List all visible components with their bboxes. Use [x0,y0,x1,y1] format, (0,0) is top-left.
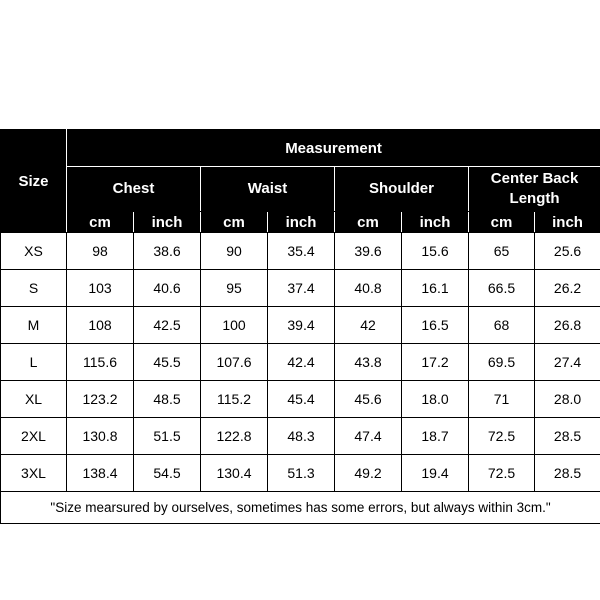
measurement-cell: 18.7 [402,418,469,455]
measurement-cell: 16.5 [402,307,469,344]
unit-header: inch [268,212,335,233]
unit-header: inch [134,212,201,233]
measurement-cell: 71 [469,381,535,418]
measurement-cell: 39.4 [268,307,335,344]
unit-header: cm [67,212,134,233]
measurement-cell: 48.3 [268,418,335,455]
table-row [1,233,600,270]
table-row [1,270,600,307]
measurement-cell: 28.5 [535,455,600,492]
measurement-cell: 72.5 [469,418,535,455]
measurement-cell: 28.0 [535,381,600,418]
measurement-cell: 48.5 [134,381,201,418]
size-chart-table [0,129,600,524]
measurement-cell: 65 [469,233,535,270]
measurement-cell: 42.5 [134,307,201,344]
measurement-cell: 115.6 [67,344,134,381]
measurement-cell: 40.6 [134,270,201,307]
table-row [1,344,600,381]
measurement-cell: 54.5 [134,455,201,492]
table-row [1,455,600,492]
measurement-cell: 98 [67,233,134,270]
unit-header: inch [402,212,469,233]
measurement-cell: 35.4 [268,233,335,270]
measurement-cell: 17.2 [402,344,469,381]
waist-header: Waist [201,167,335,212]
size-column-header: Size [1,130,67,233]
measurement-cell: 66.5 [469,270,535,307]
size-cell: 3XL [1,455,67,492]
measurement-cell: 68 [469,307,535,344]
measurement-cell: 39.6 [335,233,402,270]
measurement-cell: 18.0 [402,381,469,418]
measurement-cell: 100 [201,307,268,344]
unit-header: cm [335,212,402,233]
measurement-cell: 25.6 [535,233,600,270]
table-row [1,307,600,344]
unit-header: cm [201,212,268,233]
measurement-cell: 26.2 [535,270,600,307]
measurement-cell: 26.8 [535,307,600,344]
measurement-cell: 108 [67,307,134,344]
table-body [1,233,600,492]
measurement-cell: 130.8 [67,418,134,455]
measurement-cell: 45.6 [335,381,402,418]
measurement-cell: 43.8 [335,344,402,381]
measurement-cell: 15.6 [402,233,469,270]
measurement-cell: 28.5 [535,418,600,455]
size-cell: M [1,307,67,344]
measurement-cell: 122.8 [201,418,268,455]
measurement-cell: 37.4 [268,270,335,307]
shoulder-header: Shoulder [335,167,469,212]
chest-header: Chest [67,167,201,212]
measurement-cell: 69.5 [469,344,535,381]
measurement-cell: 19.4 [402,455,469,492]
size-cell: 2XL [1,418,67,455]
measurement-cell: 103 [67,270,134,307]
measurement-cell: 130.4 [201,455,268,492]
center-back-length-header: Center Back Length [469,167,600,212]
measurement-cell: 115.2 [201,381,268,418]
measurement-cell: 27.4 [535,344,600,381]
size-cell: S [1,270,67,307]
unit-header: inch [535,212,600,233]
measurement-cell: 107.6 [201,344,268,381]
measurement-note: "Size mearsured by ourselves, sometimes has some errors, but always within 3cm." [1,492,600,524]
measurement-cell: 40.8 [335,270,402,307]
size-cell: L [1,344,67,381]
measurement-cell: 90 [201,233,268,270]
measurement-header: Measurement [67,130,600,167]
measurement-cell: 95 [201,270,268,307]
measurement-cell: 123.2 [67,381,134,418]
measurement-cell: 45.4 [268,381,335,418]
table-row [1,381,600,418]
measurement-cell: 42 [335,307,402,344]
measurement-cell: 38.6 [134,233,201,270]
measurement-cell: 45.5 [134,344,201,381]
measurement-cell: 51.5 [134,418,201,455]
measurement-cell: 138.4 [67,455,134,492]
size-cell: XL [1,381,67,418]
measurement-cell: 42.4 [268,344,335,381]
size-cell: XS [1,233,67,270]
measurement-cell: 49.2 [335,455,402,492]
measurement-cell: 16.1 [402,270,469,307]
table-row [1,418,600,455]
unit-header: cm [469,212,535,233]
measurement-cell: 72.5 [469,455,535,492]
measurement-cell: 47.4 [335,418,402,455]
measurement-cell: 51.3 [268,455,335,492]
